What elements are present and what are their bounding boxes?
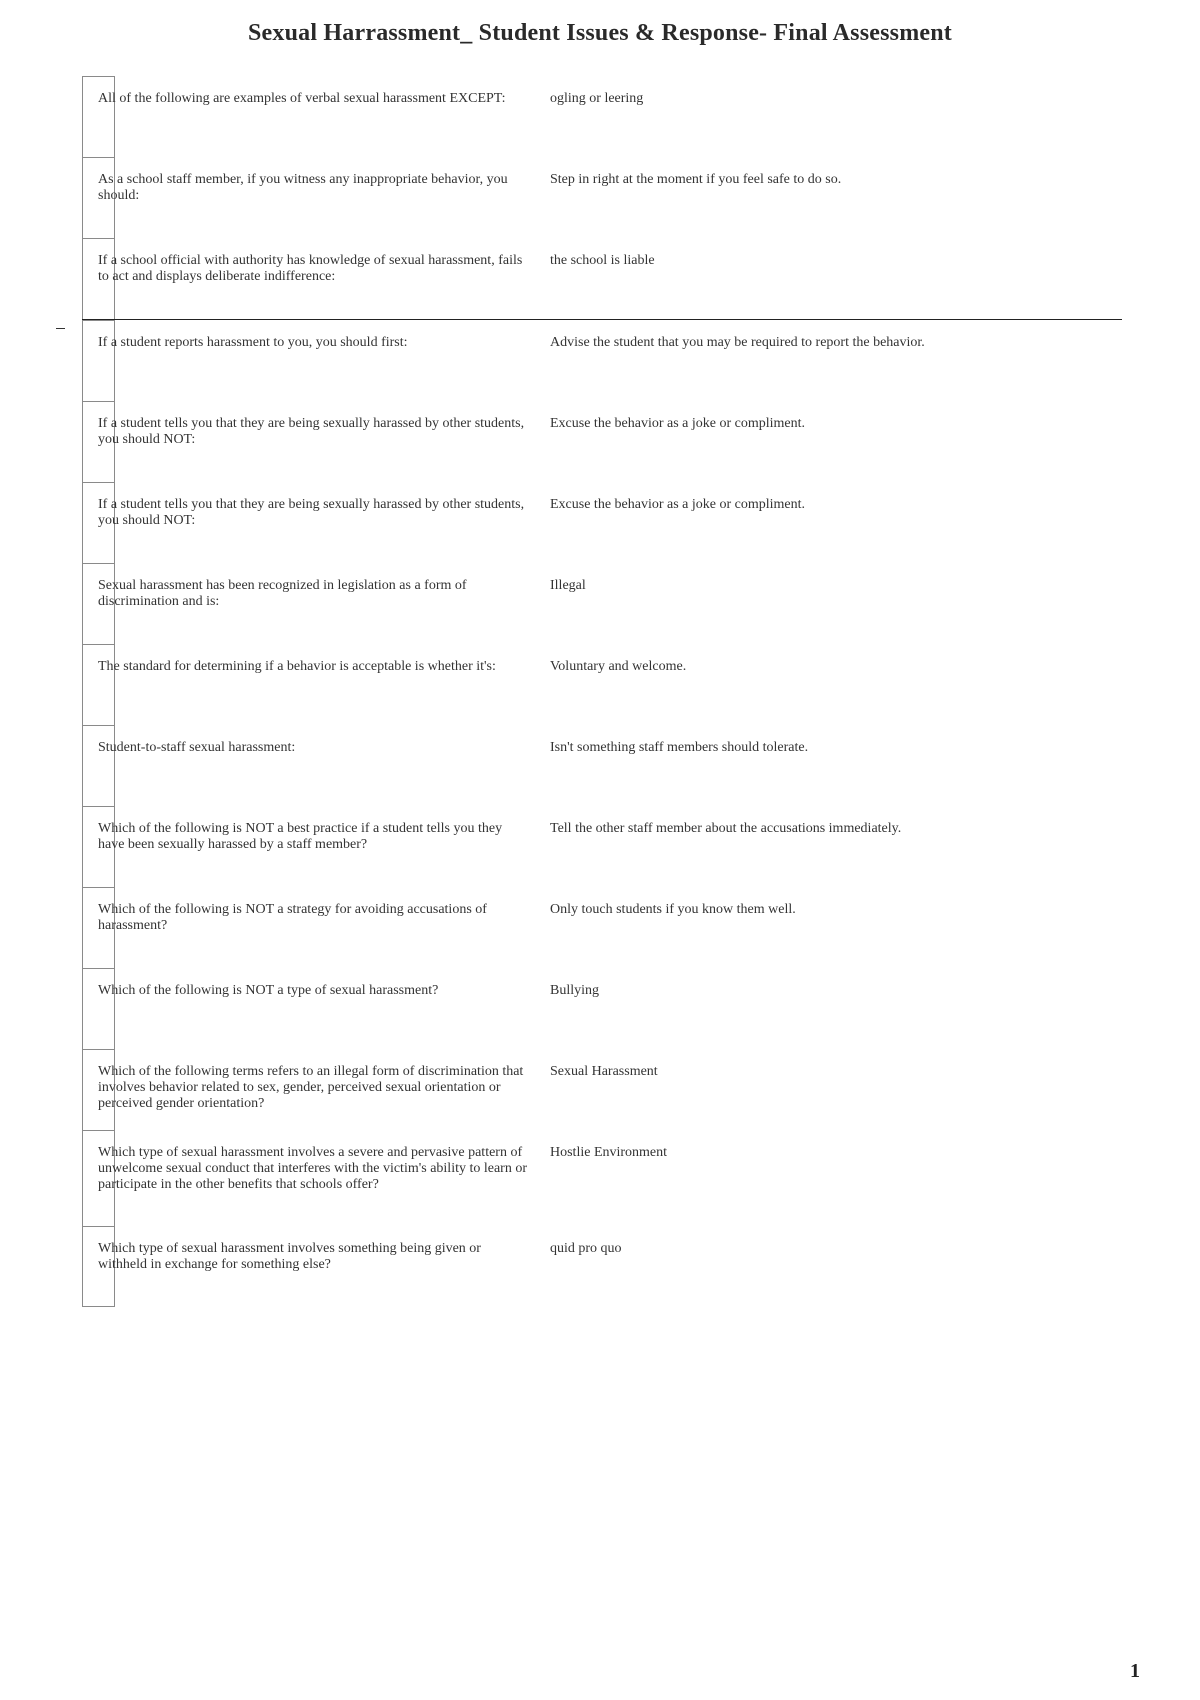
table-row xyxy=(82,76,1122,157)
table-row xyxy=(82,482,1122,563)
answer-text: Step in right at the moment if you feel safe to do so. xyxy=(550,172,842,187)
question-text: Which of the following is NOT a strategy for avoiding accusations of harassment? xyxy=(98,902,487,933)
answer-text: Illegal xyxy=(550,578,586,593)
table-row xyxy=(82,1226,1122,1307)
qa-table xyxy=(82,76,1122,1307)
table-row xyxy=(82,1130,1122,1226)
answer-text: Advise the student that you may be required to report the behavior. xyxy=(550,335,925,350)
page-number: 1 xyxy=(1130,1660,1140,1682)
page-title: Sexual Harrassment_ Student Issues & Response- Final Assessment xyxy=(248,20,952,46)
answer-text: ogling or leering xyxy=(550,91,644,106)
question-text: All of the following are examples of verbal sexual harassment EXCEPT: xyxy=(98,91,506,106)
question-text: Which type of sexual harassment involves a severe and pervasive pattern of unwelcome sexual conduct that interferes with the victim's ability to learn or participate in the other benefits that schools offer? xyxy=(98,1145,528,1192)
question-text: Which of the following terms refers to an illegal form of discrimination that involves behavior related to sex, gender, perceived sexual orientation or perceived gender orientation? xyxy=(98,1064,524,1111)
table-row xyxy=(82,401,1122,482)
table-row xyxy=(82,887,1122,968)
question-text: Sexual harassment has been recognized in legislation as a form of discrimination and is: xyxy=(98,578,467,609)
question-text: Which of the following is NOT a type of sexual harassment? xyxy=(98,983,439,998)
answer-text: Excuse the behavior as a joke or compliment. xyxy=(550,497,806,512)
answer-text: Isn't something staff members should tolerate. xyxy=(550,740,809,755)
question-text: The standard for determining if a behavior is acceptable is whether it's: xyxy=(98,659,496,674)
table-row xyxy=(82,644,1122,725)
table-row xyxy=(82,806,1122,887)
answer-text: Voluntary and welcome. xyxy=(550,659,687,674)
question-text: If a student reports harassment to you, you should first: xyxy=(98,335,408,350)
table-row xyxy=(82,319,1122,401)
answer-text: Excuse the behavior as a joke or compliment. xyxy=(550,416,806,431)
answer-text: the school is liable xyxy=(550,253,655,268)
question-text: Which of the following is NOT a best practice if a student tells you they have been sexually harassed by a staff member? xyxy=(98,821,503,852)
answer-text: Tell the other staff member about the accusations immediately. xyxy=(550,821,902,836)
question-text: If a student tells you that they are being sexually harassed by other students, you should NOT: xyxy=(98,497,525,528)
question-text: If a school official with authority has knowledge of sexual harassment, fails to act and displays deliberate indifference: xyxy=(98,253,523,284)
table-row xyxy=(82,725,1122,806)
margin-mark xyxy=(56,328,65,329)
table-row xyxy=(82,563,1122,644)
table-row xyxy=(82,1049,1122,1130)
answer-text: Bullying xyxy=(550,983,600,998)
table-row xyxy=(82,238,1122,319)
question-text: Which type of sexual harassment involves something being given or withheld in exchange for something else? xyxy=(98,1241,481,1272)
answer-text: Hostlie Environment xyxy=(550,1145,668,1160)
answer-text: quid pro quo xyxy=(550,1241,622,1256)
table-row xyxy=(82,157,1122,238)
question-text: As a school staff member, if you witness any inappropriate behavior, you should: xyxy=(98,172,508,203)
question-text: If a student tells you that they are being sexually harassed by other students, you should NOT: xyxy=(98,416,525,447)
table-row xyxy=(82,968,1122,1049)
answer-text: Only touch students if you know them well. xyxy=(550,902,796,917)
answer-text: Sexual Harassment xyxy=(550,1064,658,1079)
question-text: Student-to-staff sexual harassment: xyxy=(98,740,296,755)
